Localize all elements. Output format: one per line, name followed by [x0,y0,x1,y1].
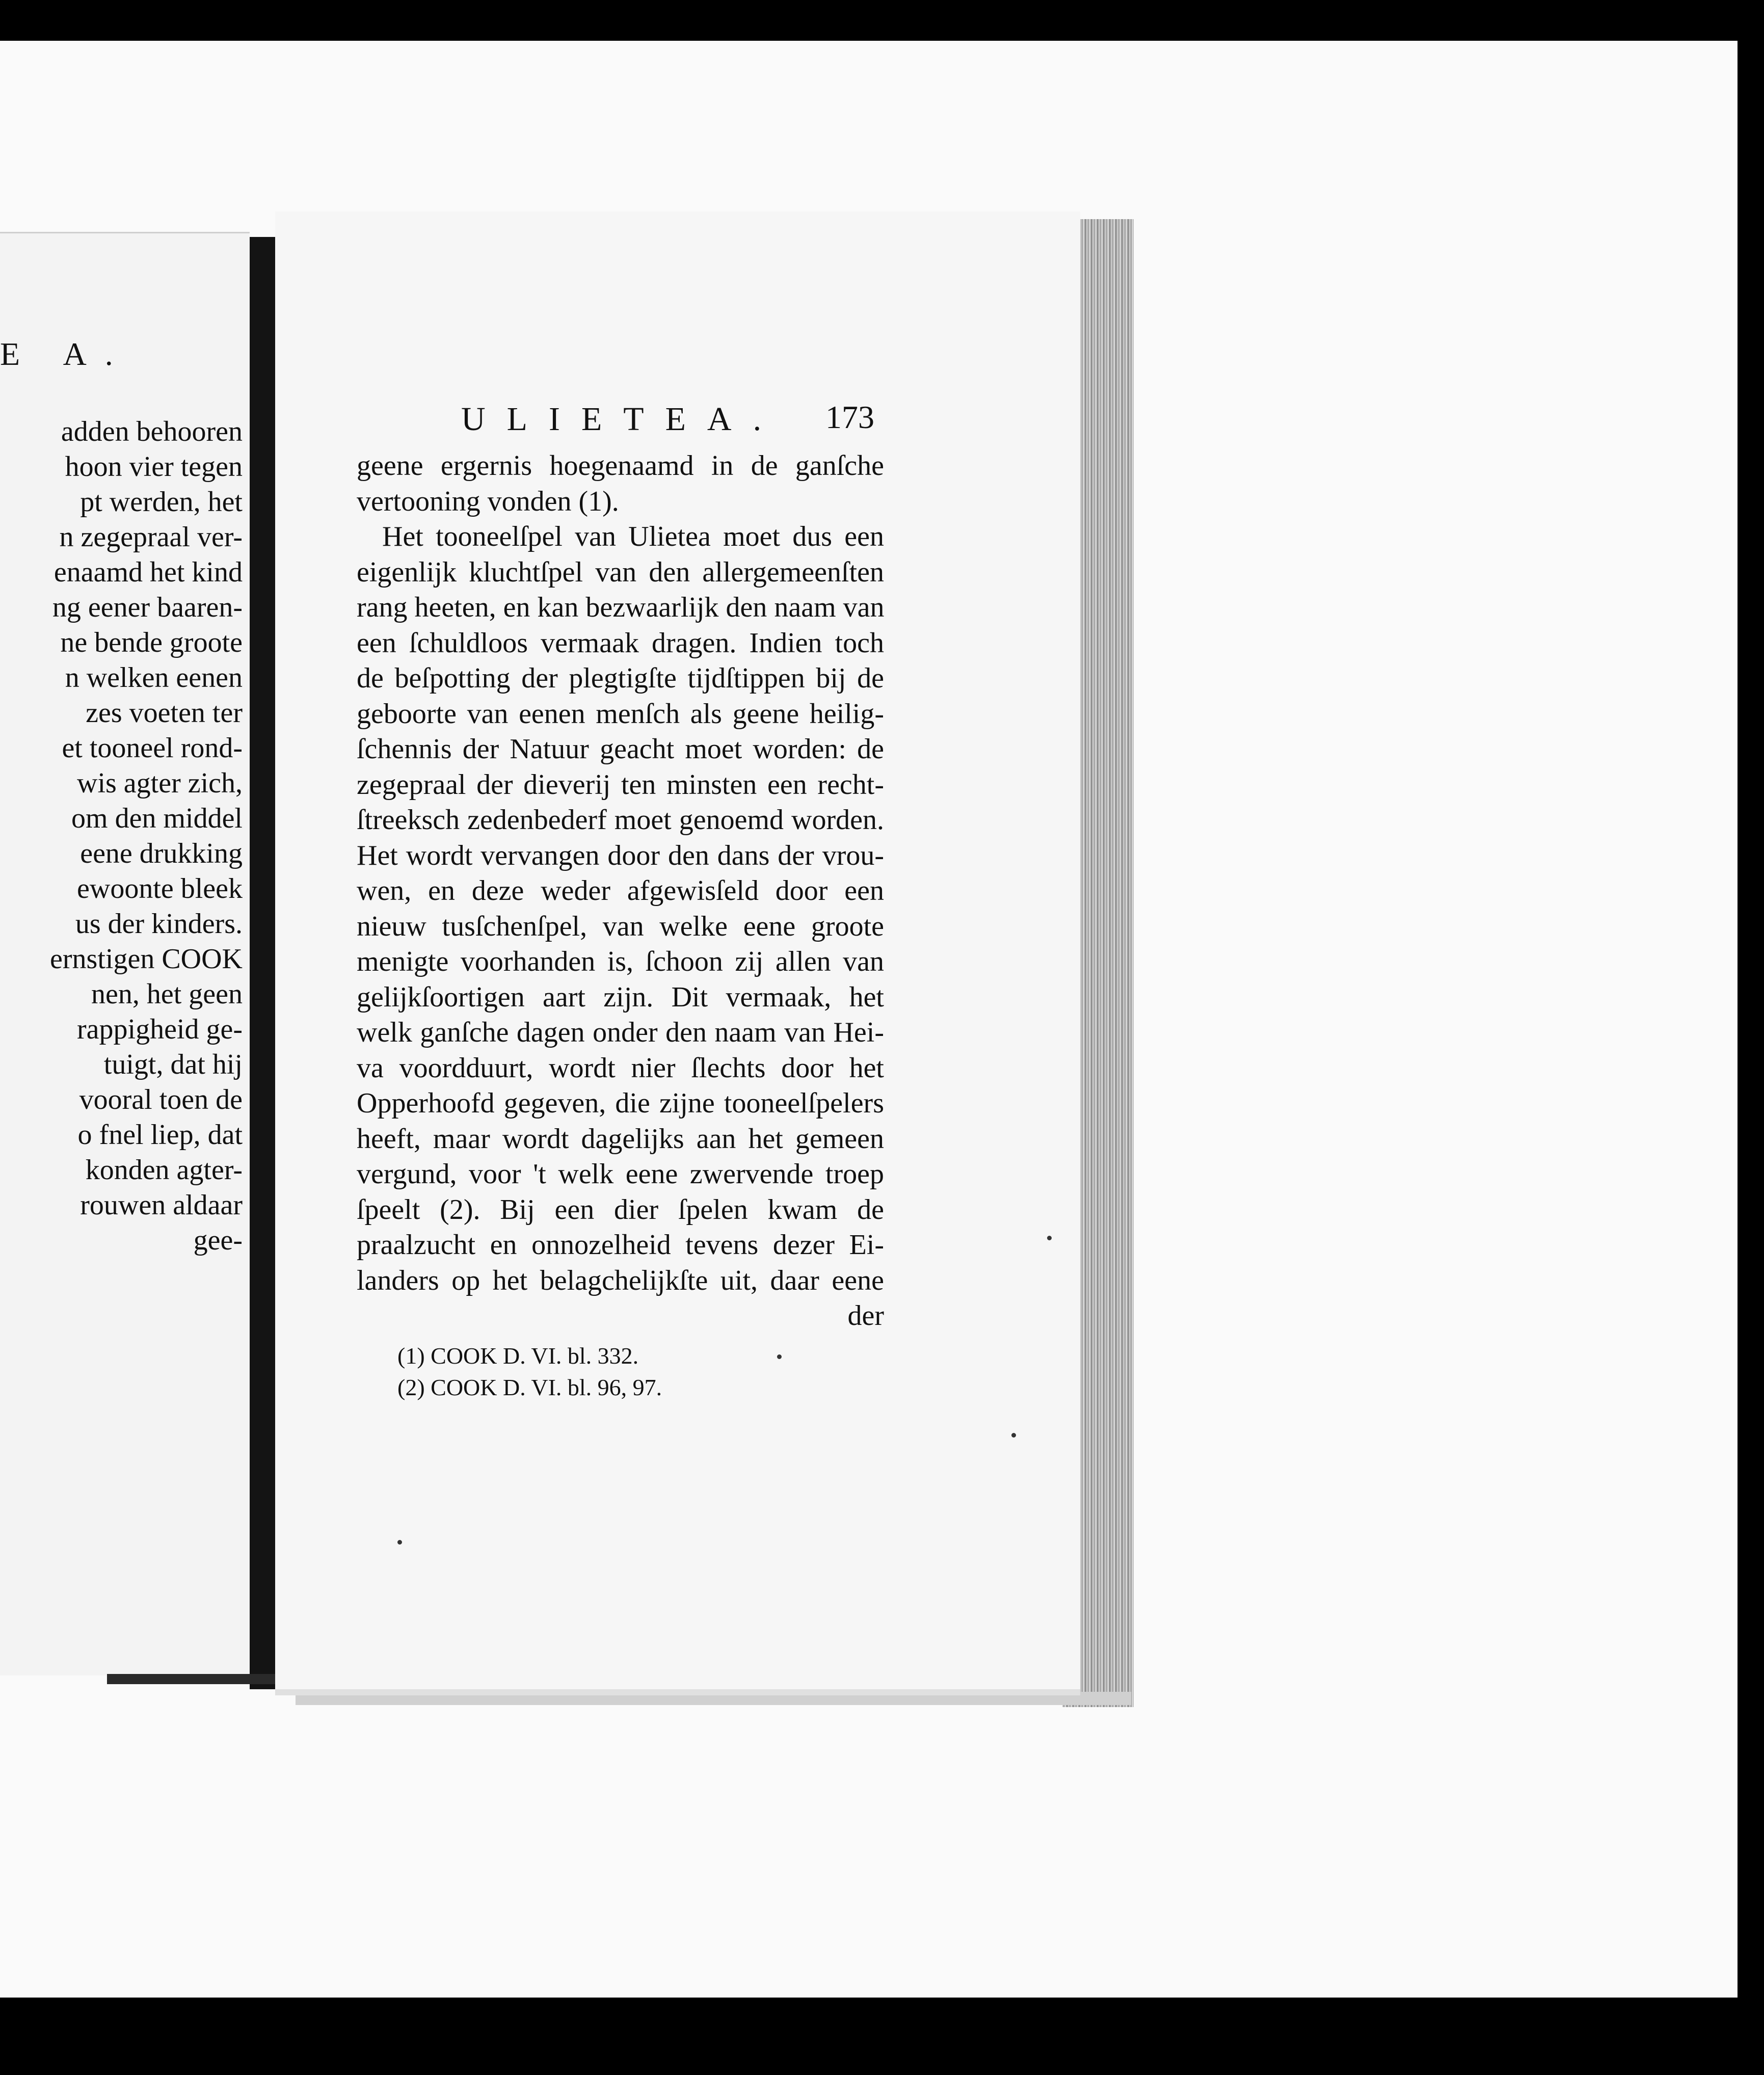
text-line: geboorte van eenen menſch als geene heilig- [357,698,884,730]
footnotes [397,1340,662,1403]
text-line: vergund, voor 't welk eene zwervende troep [357,1158,884,1190]
book-gutter [250,237,275,1689]
left-line: o fnel liep, dat [77,1119,243,1151]
running-head: ULIETEA. [461,401,783,438]
left-page-text [0,414,243,1258]
text-line: Het tooneelſpel van Ulietea moet dus een [382,521,884,552]
text-line: ſpeelt (2). Bij een dier ſpelen kwam de [357,1193,884,1226]
text-line: menigte voorhanden is, ſchoon zij allen van [357,946,884,977]
text-line: de beſpotting der plegtigſte tijdſtippen bij de [357,662,884,694]
text-line: ſtreeksch zedenbederf moet genoemd worden. [357,804,884,836]
gutter-shadow [107,1674,275,1684]
text-line: rang heeten, en kan bezwaarlijk den naam van [357,592,885,623]
text-line: nieuw tusſchenſpel, van welke eene groote [357,910,884,942]
catchword: der [847,1300,884,1332]
page-bottom-edge [296,1692,1131,1705]
text-line: wen, en deze weder afgewisſeld door een [357,875,884,907]
left-line: ewoonte bleek [77,873,243,905]
left-line: vooral toen de [79,1084,243,1115]
text-line: heeft, maar wordt dagelijks aan het gemeen [357,1123,884,1155]
footnote: (2) COOK D. VI. bl. 96, 97. [397,1374,662,1400]
text-line: praalzucht en onnozelheid tevens dezer Ei- [357,1229,884,1261]
left-line: ng eener baaren- [52,592,243,623]
body-text [357,448,884,1334]
left-line: enaamd het kind [54,556,243,588]
text-line: Opperhoofd gegeven, die zijne tooneelſpelers [357,1087,884,1119]
scan-border-right [1738,41,1764,1998]
page-number: 173 [825,399,874,435]
text-line: geene ergernis hoegenaamd in de ganſche [357,450,884,482]
left-line: et tooneel rond- [62,732,243,764]
text-line: va voordduurt, wordt nier ſlechts door het [357,1052,884,1084]
left-line: om den middel [71,803,243,834]
text-line: welk ganſche dagen onder den naam van Hei- [357,1017,884,1048]
left-line: ernstigen COOK [50,943,243,975]
paper-speck [397,1540,402,1545]
left-line: n welken eenen [65,662,243,694]
left-line: us der kinders. [75,908,243,940]
text-line: landers op het belagchelijkſte uit, daar eene [357,1264,884,1296]
text-line: gelijkſoortigen aart zijn. Dit vermaak, het [357,981,884,1013]
left-line: nen, het geen [91,978,243,1010]
text-line: vertooning vonden (1). [357,485,619,517]
left-line: konden agter- [85,1154,243,1186]
left-page-header: E A. [0,336,131,372]
left-line: adden behooren [61,416,243,447]
left-line: wis agter zich, [77,767,243,799]
footnote: (1) COOK D. VI. bl. 332. [397,1343,639,1369]
text-line: Het wordt vervangen door den dans der vrou- [357,839,884,871]
text-line: een ſchuldloos vermaak dragen. Indien toch [357,627,884,659]
left-line: pt werden, het [80,486,243,518]
left-line: tuigt, dat hij [103,1049,243,1080]
left-line: eene drukking [80,838,243,869]
text-line: eigenlijk kluchtſpel van den allergemeenſten [357,556,884,588]
left-line: n zegepraal ver- [59,521,243,553]
paper-speck [1011,1433,1016,1438]
left-line: ne bende groote [60,627,243,658]
paper-speck [1047,1236,1052,1240]
left-line: rappigheid ge- [77,1014,243,1045]
text-line: ſchennis der Natuur geacht moet worden: de [357,733,884,765]
text-line: zegepraal der dieverij ten minsten een recht- [357,768,884,801]
left-line: rouwen aldaar [80,1189,243,1221]
left-line: hoon vier tegen [65,451,243,483]
left-page [0,232,250,1675]
left-line: zes voeten ter [86,697,243,729]
paper-speck [777,1354,782,1359]
left-line: gee- [193,1225,243,1256]
